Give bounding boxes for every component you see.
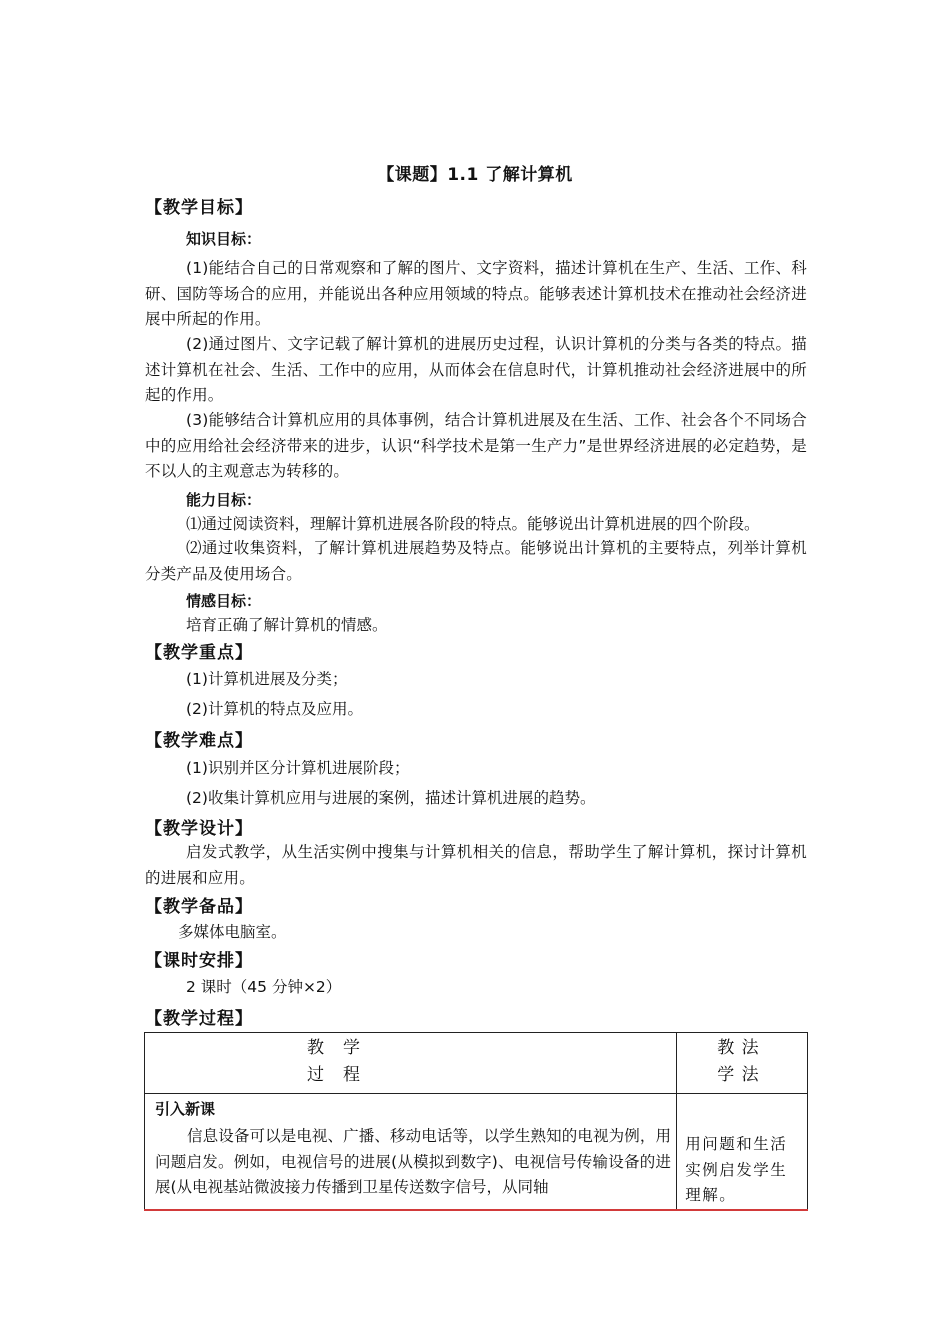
header-process-cell: [145, 1033, 677, 1094]
header-left-line-1: 教 学: [307, 1038, 361, 1058]
prep-heading: 【教学备品】: [145, 897, 253, 917]
emotion-text: 培育正确了解计算机的情感。: [186, 616, 388, 634]
section-text: 信息设备可以是电视、广播、移动电话等，以学生熟知的电视为例，用问题启发。例如，电视信号的进展(从模拟到数字)、电视信号传输设备的进展(从电视基站微波接力传播到卫星传送数字信号，从同轴: [155, 1127, 671, 1196]
page-title: 【课题】1.1 了解计算机: [377, 165, 573, 185]
ability-label: 能力目标：: [186, 491, 262, 509]
method-content-cell: [677, 1094, 808, 1211]
table-row: [145, 1094, 808, 1211]
page-break-line: [144, 1209, 808, 1211]
process-heading: 【教学过程】: [145, 1009, 253, 1029]
knowledge-label: 知识目标：: [186, 230, 262, 248]
key-item-2: (2)计算机的特点及应用。: [186, 700, 363, 718]
difficult-heading: 【教学难点】: [145, 731, 253, 751]
table-header-row: [145, 1033, 808, 1094]
header-left-line-2: 过 程: [307, 1065, 361, 1085]
process-table: [144, 1032, 808, 1211]
section-label: 引入新课: [155, 1100, 216, 1118]
key-heading: 【教学重点】: [145, 643, 253, 663]
design-heading: 【教学设计】: [145, 819, 253, 839]
header-right-line-1: 教 法: [717, 1038, 760, 1058]
ability-item-1: ⑴通过阅读资料，理解计算机进展各阶段的特点。能够说出计算机进展的四个阶段。: [186, 515, 760, 533]
prep-text: 多媒体电脑室。: [178, 923, 287, 941]
schedule-heading: 【课时安排】: [145, 951, 253, 971]
difficult-item-2: (2)收集计算机应用与进展的案例，描述计算机进展的趋势。: [186, 789, 596, 807]
knowledge-item-3: (3)能够结合计算机应用的具体事例，结合计算机进展及在生活、工作、社会各个不同场合中的应用给社会经济带来的进步，认识“科学技术是第一生产力”是世界经济进展的必定趋势，是不以人的主观意志为转移的。: [145, 411, 807, 480]
header-right-line-2: 学 法: [717, 1065, 760, 1085]
key-item-1: (1)计算机进展及分类；: [186, 670, 348, 688]
schedule-text: 2 课时（45 分钟×2）: [186, 978, 342, 996]
knowledge-item-1: (1)能结合自己的日常观察和了解的图片、文字资料，描述计算机在生产、生活、工作、科研、国防等场合的应用，并能说出各种应用领域的特点。能够表述计算机技术在推动社会经济进展中所起的作用。: [145, 259, 807, 328]
header-method-cell: [677, 1033, 808, 1094]
goals-heading: 【教学目标】: [145, 198, 253, 218]
difficult-item-1: (1)识别并区分计算机进展阶段；: [186, 759, 410, 777]
design-text: 启发式教学，从生活实例中搜集与计算机相关的信息，帮助学生了解计算机，探讨计算机的进展和应用。: [145, 843, 807, 887]
process-content-cell: [145, 1094, 677, 1211]
emotion-label: 情感目标：: [186, 592, 262, 610]
knowledge-item-2: (2)通过图片、文字记载了解计算机的进展历史过程，认识计算机的分类与各类的特点。描述计算机在社会、生活、工作中的应用，从而体会在信息时代，计算机推动社会经济进展中的所起的作用。: [145, 335, 807, 404]
ability-item-2: ⑵通过收集资料，了解计算机进展趋势及特点。能够说出计算机的主要特点，列举计算机分类产品及使用场合。: [145, 539, 807, 583]
method-text: 用问题和生活实例启发学生理解。: [685, 1135, 788, 1204]
